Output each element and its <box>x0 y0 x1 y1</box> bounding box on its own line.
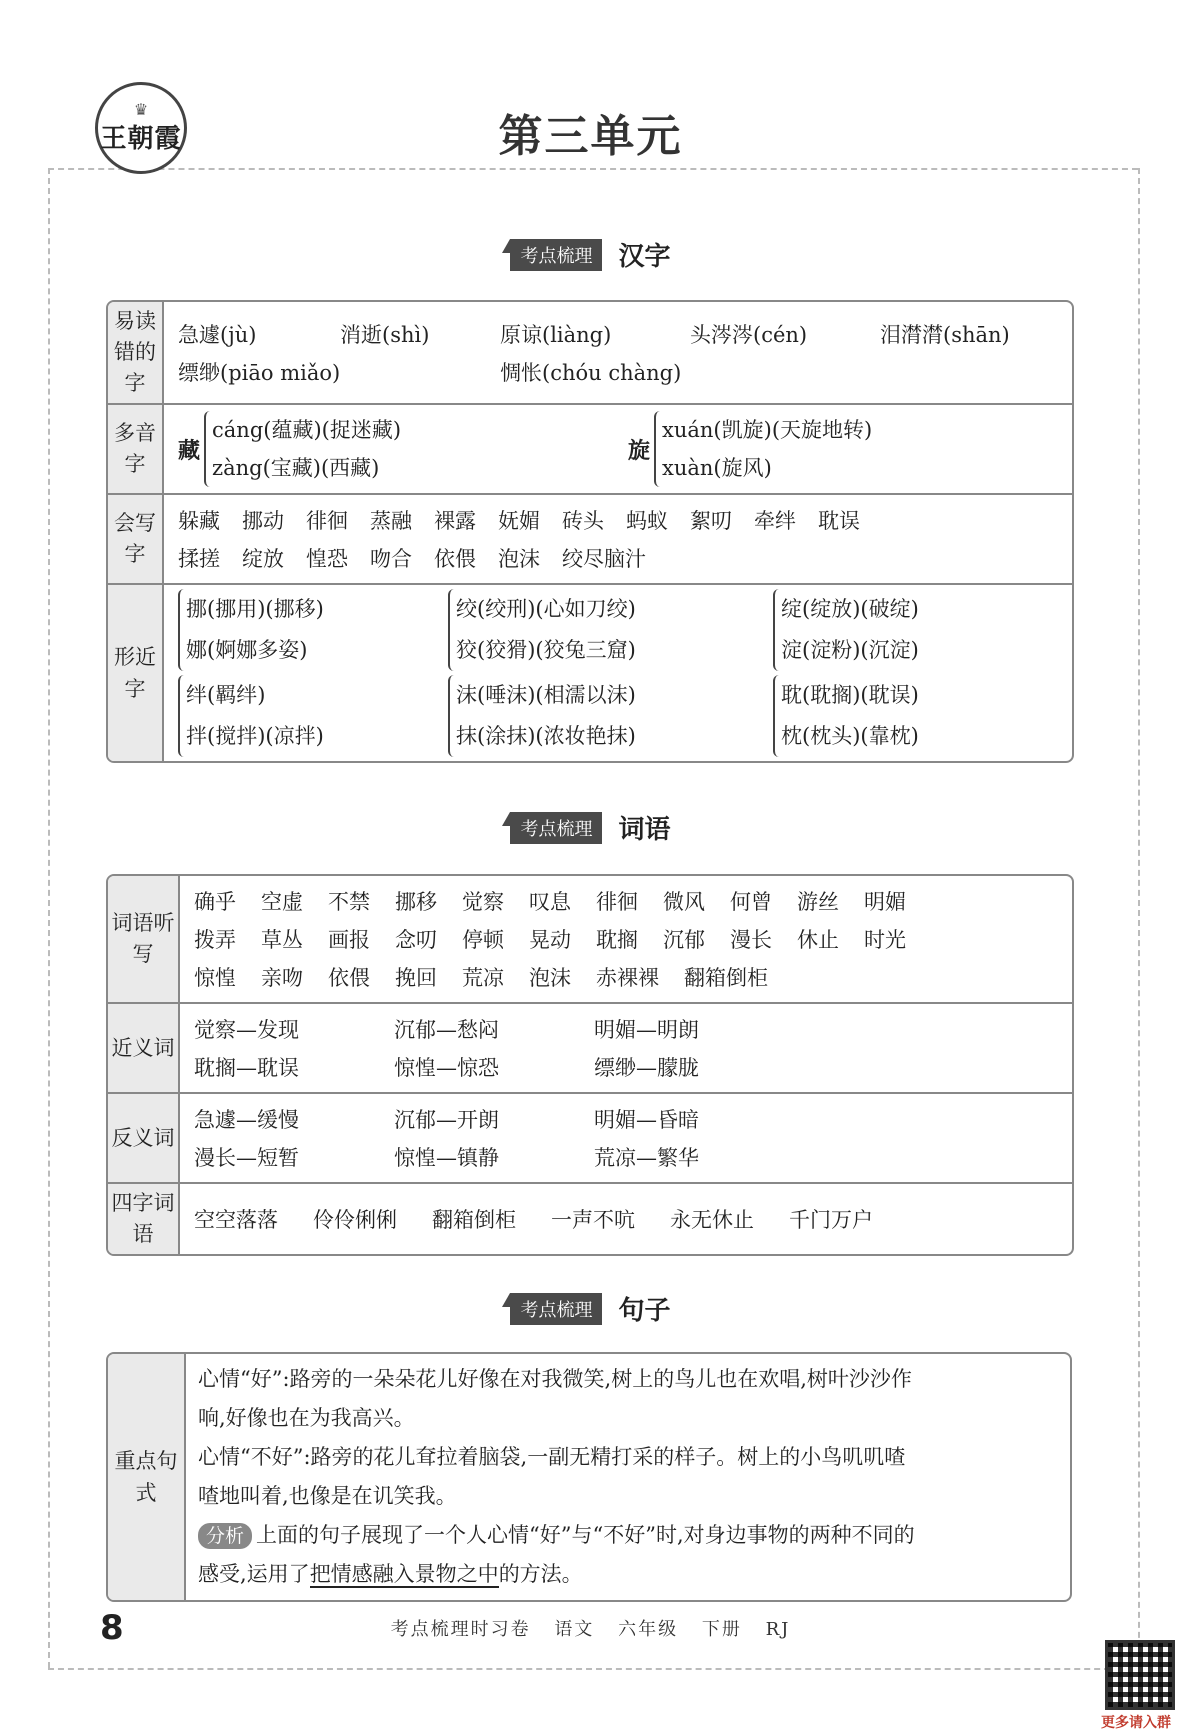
analysis-text: 的方法。 <box>498 1562 583 1586</box>
sentence-line: 心情“不好”:路旁的花儿耷拉着脑袋,一副无精打采的样子。树上的小鸟叽叽喳 <box>198 1445 906 1469</box>
word-item: 惶恐 <box>306 547 348 571</box>
row-label: 多音字 <box>108 405 164 495</box>
similar-item: 沫(唾沫)(相濡以沫) <box>456 683 636 707</box>
section-tag: 考点梳理 <box>510 1293 602 1325</box>
word-item: 晃动 <box>529 928 571 952</box>
row-key-sentence <box>108 1354 1070 1600</box>
word-item: 翻箱倒柜 <box>432 1208 516 1232</box>
similar-item: 拌(搅拌)(凉拌) <box>186 724 324 748</box>
polyphone-cang <box>178 411 628 487</box>
polyphone-xuan <box>628 411 872 487</box>
word-item: 亲吻 <box>261 966 303 990</box>
word-pair: 漫长—短暂 <box>194 1146 299 1170</box>
word-item: 头涔涔(cén) <box>690 322 808 347</box>
similar-item: 耽(耽搁)(耽误) <box>781 683 919 707</box>
row-dictation <box>108 876 1072 1004</box>
polyphone-char: 藏 <box>178 437 201 464</box>
word-item: 徘徊 <box>596 890 638 914</box>
section-tag: 考点梳理 <box>510 239 602 271</box>
word-item: 耽误 <box>818 509 860 533</box>
page-frame-left <box>48 168 58 1668</box>
word-pair: 觉察—发现 <box>194 1018 299 1042</box>
word-item: 漫长 <box>730 928 772 952</box>
word-item: 依偎 <box>328 966 370 990</box>
page-number: 8 <box>100 1608 124 1648</box>
word-item: 惊惶 <box>194 966 236 990</box>
similar-item: 淀(淀粉)(沉淀) <box>781 638 919 662</box>
similar-item: 娜(婀娜多姿) <box>186 638 308 662</box>
word-pair: 缥缈—朦胧 <box>594 1056 699 1080</box>
hanzi-table <box>106 300 1074 763</box>
word-item: 依偎 <box>434 547 476 571</box>
word-item: 牵绊 <box>754 509 796 533</box>
word-item: 躲藏 <box>178 509 220 533</box>
word-item: 原谅(liàng) <box>500 322 612 347</box>
word-item: 永无休止 <box>670 1208 754 1232</box>
analysis-underlined: 把情感融入景物之中 <box>309 1562 499 1586</box>
row-label: 形近字 <box>108 585 164 761</box>
antonym-line1 <box>194 1100 1060 1138</box>
juzi-table <box>106 1352 1072 1602</box>
word-item: 蚂蚁 <box>626 509 668 533</box>
similar-item: 狡(狡猾)(狡兔三窟) <box>456 638 636 662</box>
analysis-text: 感受,运用了 <box>198 1562 310 1586</box>
word-item: 千门万户 <box>789 1208 873 1232</box>
word-item: 耽搁 <box>596 928 638 952</box>
footer-item: 下册 <box>701 1619 742 1640</box>
word-pair: 明媚—昏暗 <box>594 1108 699 1132</box>
word-pair: 急遽—缓慢 <box>194 1108 299 1132</box>
word-item: 念叨 <box>395 928 437 952</box>
row-easy-wrong <box>108 302 1072 405</box>
qr-caption: 更多请入群 <box>1101 1715 1171 1730</box>
word-item: 拨弄 <box>194 928 236 952</box>
row-antonym <box>108 1094 1072 1184</box>
word-item: 泡沫 <box>498 547 540 571</box>
reading: xuàn(旋风) <box>662 456 772 480</box>
word-pair: 荒凉—繁华 <box>594 1146 699 1170</box>
word-item: 赤裸裸 <box>596 966 659 990</box>
row-label: 易读错的字 <box>108 302 164 405</box>
similar-item: 抹(涂抹)(浓妆艳抹) <box>456 724 636 748</box>
logo-text: 王朝霞 <box>100 123 182 154</box>
word-item: 消逝(shì) <box>340 322 430 347</box>
analysis-tag: 分析 <box>198 1523 252 1549</box>
row-label: 会写字 <box>108 495 164 585</box>
crown-icon: ♛ <box>133 99 149 119</box>
analysis-line <box>198 1516 1060 1555</box>
write-line1 <box>178 501 1060 539</box>
reading: cáng(蕴藏)(捉迷藏) <box>212 418 402 442</box>
section-header-juzi <box>0 1290 1181 1327</box>
word-item: 沉郁 <box>663 928 705 952</box>
similar-group <box>773 675 1033 757</box>
write-line2 <box>178 539 1060 577</box>
page-frame-right <box>1138 168 1148 1668</box>
word-item: 休止 <box>797 928 839 952</box>
analysis-line <box>198 1555 1060 1594</box>
dictation-line2 <box>194 920 1060 958</box>
similar-group <box>448 589 773 671</box>
unit-title: 第三单元 <box>498 111 683 162</box>
section-header-hanzi <box>0 236 1181 273</box>
word-item: 徘徊 <box>306 509 348 533</box>
word-item: 绽放 <box>242 547 284 571</box>
word-item: 不禁 <box>328 890 370 914</box>
word-item: 挽回 <box>395 966 437 990</box>
row-four-char <box>108 1184 1072 1254</box>
word-pair: 惊惶—镇静 <box>394 1146 499 1170</box>
row-label: 重点句式 <box>108 1354 186 1600</box>
page-frame-bottom <box>48 1668 1140 1670</box>
word-item: 砖头 <box>562 509 604 533</box>
word-item: 缥缈(piāo miǎo) <box>178 360 341 385</box>
synonym-line1 <box>194 1010 1060 1048</box>
similar-group <box>178 589 448 671</box>
similar-item: 挪(挪用)(挪移) <box>186 597 324 621</box>
word-pair: 惊惶—惊恐 <box>394 1056 499 1080</box>
word-item: 一声不吭 <box>551 1208 635 1232</box>
word-item: 泪潸潸(shān) <box>880 322 1010 347</box>
word-item: 叹息 <box>529 890 571 914</box>
antonym-line2 <box>194 1138 1060 1176</box>
word-item: 泡沫 <box>529 966 571 990</box>
footer-item: 考点梳理时习卷 <box>390 1619 531 1640</box>
footer-item: 语文 <box>554 1619 595 1640</box>
dictation-line3 <box>194 958 1060 996</box>
word-pair: 耽搁—耽误 <box>194 1056 299 1080</box>
word-item: 伶伶俐俐 <box>313 1208 397 1232</box>
section-title: 句子 <box>618 1296 671 1326</box>
word-item: 妩媚 <box>498 509 540 533</box>
similar-item: 绞(绞刑)(心如刀绞) <box>456 597 636 621</box>
word-item: 游丝 <box>797 890 839 914</box>
easy-wrong-line2 <box>178 353 1060 391</box>
section-header-ciyu <box>0 809 1181 846</box>
ciyu-table <box>106 874 1074 1256</box>
footer-item: RJ <box>765 1619 791 1640</box>
word-item: 画报 <box>328 928 370 952</box>
section-tag: 考点梳理 <box>510 812 602 844</box>
row-label: 词语听写 <box>108 876 180 1004</box>
word-item: 时光 <box>864 928 906 952</box>
row-label: 四字词语 <box>108 1184 180 1254</box>
row-label: 反义词 <box>108 1094 180 1184</box>
row-synonym <box>108 1004 1072 1094</box>
word-item: 绞尽脑汁 <box>562 547 646 571</box>
similar-group <box>773 589 1033 671</box>
word-item: 微风 <box>663 890 705 914</box>
synonym-line2 <box>194 1048 1060 1086</box>
reading: xuán(凯旋)(天旋地转) <box>662 418 873 442</box>
similar-item: 绽(绽放)(破绽) <box>781 597 919 621</box>
sentence-line: 心情“好”:路旁的一朵朵花儿好像在对我微笑,树上的鸟儿也在欢唱,树叶沙沙作 <box>198 1367 912 1391</box>
row-write <box>108 495 1072 585</box>
word-item: 裸露 <box>434 509 476 533</box>
section-title: 汉字 <box>618 242 671 272</box>
word-item: 揉搓 <box>178 547 220 571</box>
row-similar <box>108 585 1072 761</box>
word-item: 絮叨 <box>690 509 732 533</box>
reading: zàng(宝藏)(西藏) <box>212 456 380 480</box>
sentence-line: 喳地叫着,也像是在讥笑我。 <box>198 1484 457 1508</box>
word-item: 停顿 <box>462 928 504 952</box>
word-item: 荒凉 <box>462 966 504 990</box>
word-item: 挪移 <box>395 890 437 914</box>
four-char-line1 <box>194 1200 1060 1238</box>
word-item: 确乎 <box>194 890 236 914</box>
qr-code-icon[interactable] <box>1105 1640 1175 1710</box>
word-pair: 沉郁—开朗 <box>394 1108 499 1132</box>
section-title: 词语 <box>618 815 671 845</box>
similar-group <box>178 675 448 757</box>
word-item: 明媚 <box>864 890 906 914</box>
row-polyphone <box>108 405 1072 495</box>
word-item: 吻合 <box>370 547 412 571</box>
page-frame-top <box>48 168 1138 178</box>
footer-item: 六年级 <box>618 1619 679 1640</box>
similar-item: 枕(枕头)(靠枕) <box>781 724 919 748</box>
dictation-line1 <box>194 882 1060 920</box>
polyphone-char: 旋 <box>628 437 651 464</box>
word-item: 翻箱倒柜 <box>684 966 768 990</box>
word-item: 挪动 <box>242 509 284 533</box>
word-item: 惆怅(chóu chàng) <box>500 360 682 385</box>
word-item: 急遽(jù) <box>178 322 257 347</box>
word-item: 蒸融 <box>370 509 412 533</box>
similar-group <box>448 675 773 757</box>
easy-wrong-line1 <box>178 315 1060 353</box>
word-item: 空空落落 <box>194 1208 278 1232</box>
similar-item: 绊(羁绊) <box>186 683 266 707</box>
page-footer <box>0 1615 1181 1641</box>
word-item: 何曾 <box>730 890 772 914</box>
word-item: 草丛 <box>261 928 303 952</box>
word-item: 觉察 <box>462 890 504 914</box>
word-item: 空虚 <box>261 890 303 914</box>
word-pair: 沉郁—愁闷 <box>394 1018 499 1042</box>
analysis-text: 上面的句子展现了一个人心情“好”与“不好”时,对身边事物的两种不同的 <box>256 1523 915 1547</box>
word-pair: 明媚—明朗 <box>594 1018 699 1042</box>
row-label: 近义词 <box>108 1004 180 1094</box>
sentence-line: 响,好像也在为我高兴。 <box>198 1406 415 1430</box>
